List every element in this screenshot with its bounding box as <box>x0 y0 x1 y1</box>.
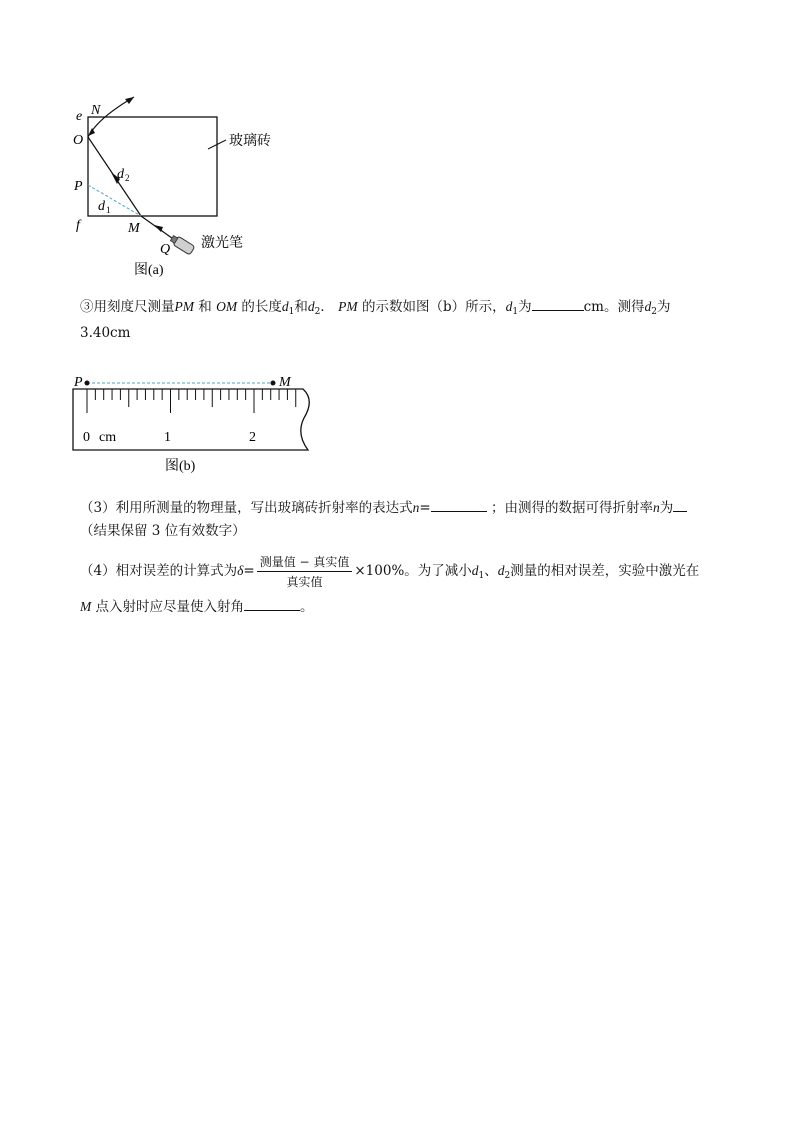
text: 测量的相对误差，实验中激光在 <box>510 563 700 579</box>
sub: 1 <box>288 307 295 317</box>
var-m: M <box>80 599 92 614</box>
label-d1: d <box>98 199 105 214</box>
label-o: O <box>73 133 84 148</box>
text: 为 <box>659 500 674 516</box>
q3-line <box>80 496 687 516</box>
figure-b <box>0 0 800 480</box>
fraction-numerator: 测量值 − 真实值 <box>257 553 353 572</box>
laser-label: 激光笔 <box>201 235 243 251</box>
text: ；由测得的数据可得折射率 <box>490 500 653 516</box>
sub: 1 <box>478 571 485 581</box>
text: 的示数如图（b）所示， <box>361 299 506 315</box>
caption-b: 图(b) <box>165 459 196 474</box>
var-delta: δ <box>237 563 244 578</box>
point-p <box>85 381 90 386</box>
var-d1: d <box>505 299 513 314</box>
text: 和 <box>198 299 212 315</box>
tick-2: 2 <box>249 430 256 445</box>
var-n: n <box>412 500 420 515</box>
text: 点入射时应尽量使入射角 <box>95 599 245 615</box>
var-om: OM <box>216 299 238 314</box>
text: ×100% <box>354 563 405 579</box>
label-m: M <box>128 221 140 236</box>
relative-error-fraction <box>257 553 353 590</box>
var-n: n <box>652 500 660 515</box>
caption-a: 图(a) <box>134 263 164 278</box>
text: 用刻度尺测量 <box>93 299 175 315</box>
q4-line <box>80 553 699 590</box>
tick-unit: cm <box>99 430 117 445</box>
glass-label: 玻璃砖 <box>229 133 271 149</box>
point-m <box>271 381 276 386</box>
label-p: P <box>74 179 83 194</box>
q4-line-2 <box>80 595 314 615</box>
var-d1: d <box>281 299 289 314</box>
label-q: Q <box>160 242 171 257</box>
answer-blank-n-value[interactable] <box>673 499 687 512</box>
text: 。为了减小 <box>404 563 472 579</box>
answer-blank-angle[interactable] <box>244 598 300 611</box>
ruler-ticks <box>87 389 296 413</box>
text: = <box>419 500 431 516</box>
circle-3: ③ <box>80 299 94 315</box>
text: 为 <box>656 299 671 315</box>
tick-1: 1 <box>164 430 171 445</box>
var-d2: d <box>497 563 505 578</box>
label-e: e <box>76 109 83 124</box>
text: （4）相对误差的计算式为 <box>80 563 238 579</box>
fraction-denominator: 真实值 <box>286 575 323 589</box>
var-d1: d <box>471 563 479 578</box>
text: 。 <box>300 599 314 615</box>
label-f: f <box>76 218 80 233</box>
sub: 2 <box>651 307 657 317</box>
text: ． <box>320 299 334 315</box>
sub: 2 <box>314 307 321 317</box>
label-n: N <box>91 103 101 118</box>
text: 、 <box>484 563 498 579</box>
sub: 1 <box>512 307 519 317</box>
label-d2-sub: 2 <box>125 173 130 183</box>
text: 和 <box>294 299 308 315</box>
var-d2: d <box>644 299 652 314</box>
label-p-b: P <box>74 375 83 390</box>
var-pm: PM <box>174 299 194 314</box>
text: 为 <box>518 299 532 315</box>
tick-0: 0 <box>83 430 90 445</box>
label-d1-sub: 1 <box>106 205 111 215</box>
text: 的长度 <box>241 299 282 315</box>
var-d2: d <box>307 299 315 314</box>
label-d2: d <box>117 167 124 182</box>
text: cm。测得 <box>583 299 645 315</box>
sub: 2 <box>504 571 511 581</box>
label-m-b: M <box>279 375 291 390</box>
text: （3）利用所测量的物理量，写出玻璃砖折射率的表达式 <box>80 500 413 516</box>
text: = <box>243 563 255 579</box>
q3-line-2: （结果保留 3 位有效数字） <box>80 523 246 539</box>
var-pm: PM <box>338 299 358 314</box>
step-3-line-2: 3.40cm <box>80 325 131 341</box>
answer-blank-n-expr[interactable] <box>431 499 487 512</box>
